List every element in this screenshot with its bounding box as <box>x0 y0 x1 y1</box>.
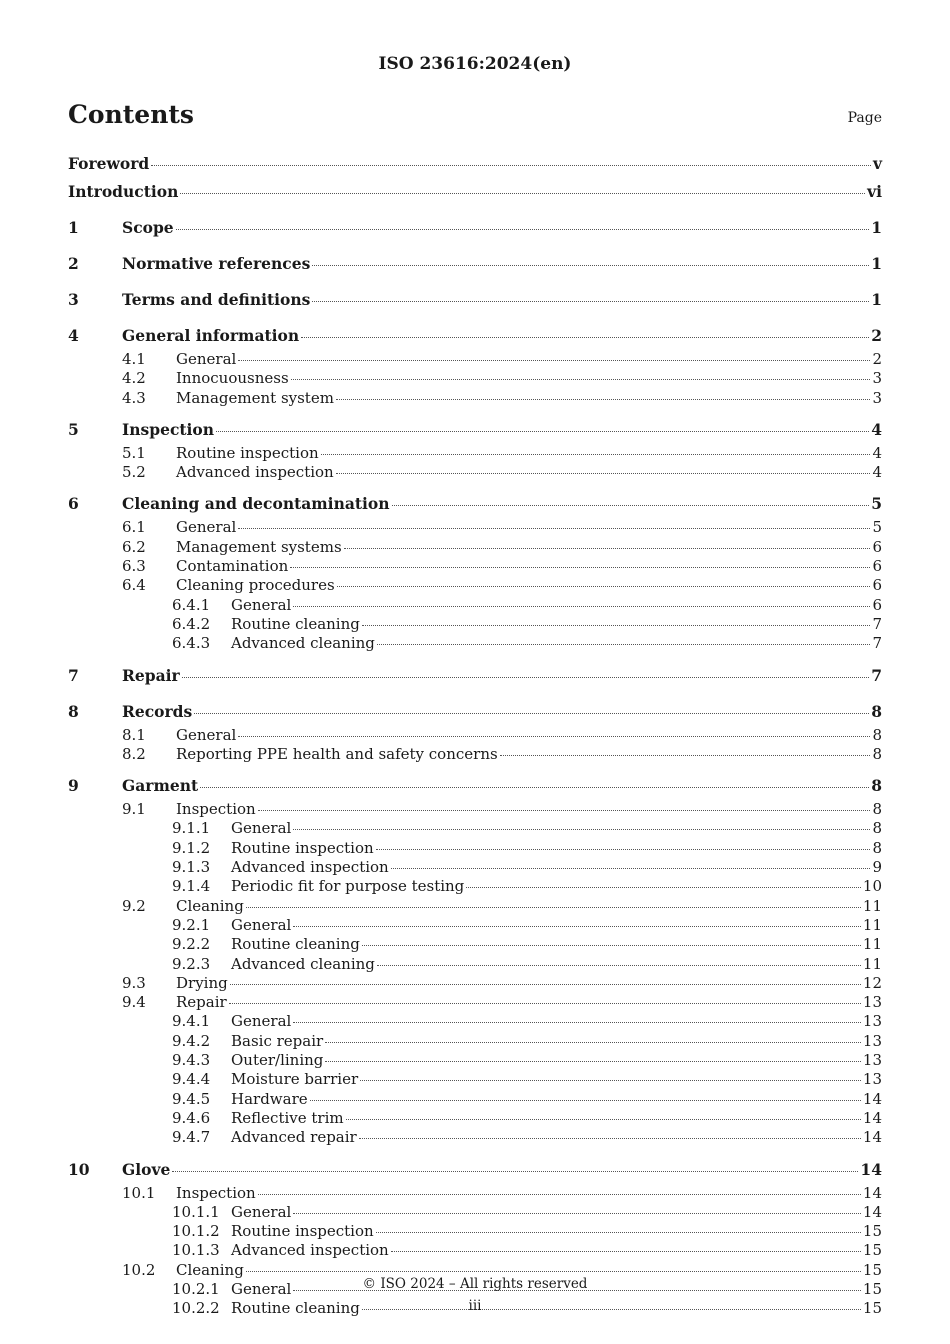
dot-leader <box>172 1170 858 1172</box>
dot-leader <box>500 754 871 756</box>
toc-entry-page: 7 <box>872 634 882 653</box>
toc-entry-page: 3 <box>872 388 882 407</box>
dot-leader <box>229 1002 861 1004</box>
dot-leader <box>310 1099 861 1101</box>
toc-entry-page: 5 <box>872 518 882 537</box>
toc-entry-number: 8 <box>68 701 79 721</box>
toc-entry-number: 8.2 <box>122 744 146 763</box>
toc-entry-title: General <box>231 1012 292 1031</box>
dot-leader <box>466 886 861 888</box>
toc-entry-number: 4 <box>68 326 79 345</box>
dot-leader <box>336 472 871 474</box>
toc-entry-title: Outer/lining <box>231 1051 324 1070</box>
toc-entry-number: 9.4.5 <box>172 1089 211 1108</box>
toc-entry-number: 4.3 <box>122 388 146 407</box>
toc-entry-page: 4 <box>872 463 882 482</box>
dot-leader <box>346 1118 861 1120</box>
toc-entry[interactable] <box>68 490 882 518</box>
page-number: iii <box>468 1298 482 1314</box>
toc-entry-title: Moisture barrier <box>231 1070 359 1089</box>
toc-entry-title: Routine cleaning <box>231 614 360 633</box>
dot-leader <box>238 735 870 737</box>
toc-entry-number: 4.2 <box>122 369 146 388</box>
toc-entry[interactable] <box>68 1051 882 1070</box>
toc-entry-page: 2 <box>871 326 882 345</box>
dot-leader <box>293 828 870 830</box>
toc-entry-title: Routine inspection <box>231 838 374 857</box>
toc-entry-title: Foreword <box>68 154 150 173</box>
toc-entry-number: 6.4.2 <box>172 614 211 633</box>
toc-entry-page: 2 <box>872 350 882 368</box>
toc-entry-number: 9.4.1 <box>172 1012 211 1031</box>
toc-entry-number: 10.1.3 <box>172 1241 220 1260</box>
toc-entry[interactable] <box>68 858 882 877</box>
toc-entry-title: Inspection <box>122 419 215 439</box>
toc-entry[interactable] <box>68 1128 882 1147</box>
toc-entry-title: General <box>231 1202 292 1221</box>
toc-entry[interactable] <box>68 389 882 408</box>
dot-leader <box>230 983 861 985</box>
toc-entry-title: General <box>231 915 292 934</box>
toc-entry[interactable] <box>68 819 882 838</box>
toc-entry-page: 14 <box>862 1183 882 1202</box>
dot-leader <box>246 906 861 908</box>
toc-entry[interactable] <box>68 463 882 482</box>
toc-entry-number: 10.2 <box>122 1260 156 1279</box>
toc-entry-page: 8 <box>872 800 882 819</box>
dot-leader <box>391 867 871 869</box>
dot-leader <box>391 1250 861 1252</box>
toc-entry-page: 10 <box>862 877 882 896</box>
dot-leader <box>362 624 871 626</box>
toc-entry-page: 6 <box>872 595 882 614</box>
toc-entry[interactable] <box>68 1241 882 1260</box>
toc-entry-number: 6.4 <box>122 576 146 595</box>
toc-entry-title: General information <box>122 326 300 345</box>
toc-entry-number: 9 <box>68 776 79 796</box>
dot-leader <box>291 378 871 380</box>
toc-entry-title: Reflective trim <box>231 1108 344 1127</box>
dot-leader <box>325 1060 861 1062</box>
toc-entry-page: 11 <box>862 915 882 934</box>
toc-entry-number: 9.4.2 <box>172 1031 211 1050</box>
toc-entry-number: 10.2.1 <box>172 1279 220 1298</box>
toc-entry-number: 10.1 <box>122 1183 156 1202</box>
toc-entry-title: Hardware <box>231 1089 308 1108</box>
toc-entry-title: Normative references <box>122 254 311 273</box>
toc-entry[interactable] <box>68 897 882 916</box>
toc-entry-title: Advanced cleaning <box>231 634 375 653</box>
toc-entry-title: Glove <box>122 1159 171 1179</box>
dot-leader <box>293 605 870 607</box>
toc-entry-page: 8 <box>871 776 882 796</box>
table-of-contents <box>68 150 882 1319</box>
dot-leader <box>290 566 870 568</box>
dot-leader <box>293 925 861 927</box>
toc-entry-number: 9.2.1 <box>172 915 211 934</box>
toc-entry-title: Cleaning <box>176 1260 244 1279</box>
toc-entry[interactable] <box>68 214 882 242</box>
dot-leader <box>312 264 869 266</box>
toc-entry-title: Reporting PPE health and safety concerns <box>176 744 498 763</box>
dot-leader <box>151 164 871 166</box>
toc-entry-title: Advanced cleaning <box>231 954 375 973</box>
dot-leader <box>258 809 871 811</box>
dot-leader <box>180 192 865 194</box>
toc-entry-title: Management systems <box>176 537 342 556</box>
toc-entry-title: Routine cleaning <box>231 1299 360 1318</box>
toc-entry-number: 8.1 <box>122 725 146 744</box>
toc-entry-number: 6.3 <box>122 557 146 576</box>
toc-entry[interactable] <box>68 178 882 206</box>
toc-entry-title: Repair <box>176 993 227 1012</box>
toc-entry[interactable] <box>68 839 882 858</box>
toc-entry-title: Periodic fit for purpose testing <box>231 877 465 896</box>
toc-entry-page: 8 <box>872 838 882 857</box>
toc-entry-title: Cleaning and decontamination <box>122 494 390 514</box>
toc-entry-number: 9.1 <box>122 800 146 819</box>
toc-entry[interactable] <box>68 974 882 993</box>
toc-entry-title: Drying <box>176 973 228 992</box>
toc-entry-page: 6 <box>872 576 882 595</box>
toc-entry-title: Terms and definitions <box>122 290 311 309</box>
toc-entry-page: 15 <box>862 1279 882 1298</box>
toc-entry-page: 4 <box>872 443 882 462</box>
toc-entry-number: 3 <box>68 290 79 309</box>
toc-entry-title: Inspection <box>176 800 256 819</box>
toc-entry-page: 12 <box>862 973 882 992</box>
toc-entry[interactable] <box>68 322 882 350</box>
toc-entry[interactable] <box>68 250 882 278</box>
toc-entry[interactable] <box>68 955 882 974</box>
toc-entry-number: 1 <box>68 218 79 237</box>
toc-entry[interactable] <box>68 150 882 178</box>
toc-entry-page: 3 <box>872 369 882 388</box>
toc-entry-title: General <box>231 595 292 614</box>
dot-leader <box>362 944 861 946</box>
toc-entry-title: Management system <box>176 388 334 407</box>
toc-entry[interactable] <box>68 1184 882 1203</box>
toc-entry-number: 10.1.1 <box>172 1202 220 1221</box>
toc-entry-number: 9.4.7 <box>172 1128 211 1147</box>
toc-entry-title: Innocuousness <box>176 369 289 388</box>
toc-entry[interactable] <box>68 1156 882 1184</box>
toc-entry[interactable] <box>68 1222 882 1241</box>
toc-entry-number: 6.4.3 <box>172 634 211 653</box>
toc-entry-number: 6.1 <box>122 518 146 537</box>
toc-entry-title: General <box>231 1279 292 1298</box>
toc-entry-number: 2 <box>68 254 79 273</box>
toc-entry-number: 5 <box>68 419 79 439</box>
toc-entry[interactable] <box>68 557 882 576</box>
dot-leader <box>337 585 871 587</box>
toc-entry-page: 1 <box>871 218 882 237</box>
toc-entry-number: 7 <box>68 665 79 685</box>
toc-entry-page: v <box>872 154 882 173</box>
toc-entry[interactable] <box>68 1070 882 1089</box>
toc-entry-title: Cleaning procedures <box>176 576 335 595</box>
dot-leader <box>325 1041 861 1043</box>
toc-entry[interactable] <box>68 576 882 595</box>
dot-leader <box>258 1193 861 1195</box>
toc-entry[interactable] <box>68 538 882 557</box>
toc-entry-number: 9.1.1 <box>172 819 211 838</box>
toc-entry-number: 10.1.2 <box>172 1222 220 1241</box>
dot-leader <box>246 1270 861 1272</box>
toc-entry-title: Advanced inspection <box>231 1241 389 1260</box>
toc-entry[interactable] <box>68 916 882 935</box>
toc-entry-page: 14 <box>862 1089 882 1108</box>
toc-entry-title: Repair <box>122 665 180 685</box>
toc-entry[interactable] <box>68 935 882 954</box>
copyright-footer: © ISO 2024 – All rights reserved <box>362 1276 588 1292</box>
toc-entry-number: 9.4.4 <box>172 1070 211 1089</box>
toc-entry-page: 14 <box>862 1202 882 1221</box>
toc-entry[interactable] <box>68 993 882 1012</box>
toc-entry-number: 6 <box>68 494 79 514</box>
toc-entry-title: Scope <box>122 218 174 237</box>
dot-leader <box>392 504 870 506</box>
toc-entry-page: vi <box>867 182 882 201</box>
toc-entry[interactable] <box>68 800 882 819</box>
toc-entry-page: 13 <box>862 993 882 1012</box>
toc-entry-page: 8 <box>871 701 882 721</box>
toc-entry-title: Advanced inspection <box>231 858 389 877</box>
dot-leader <box>377 964 861 966</box>
toc-entry[interactable] <box>68 1032 882 1051</box>
dot-leader <box>238 359 870 361</box>
toc-entry-number: 4.1 <box>122 350 146 368</box>
toc-entry-number: 9.4.6 <box>172 1108 211 1127</box>
toc-entry-page: 8 <box>872 744 882 763</box>
toc-entry-title: Contamination <box>176 557 289 576</box>
toc-entry[interactable] <box>68 745 882 764</box>
toc-entry[interactable] <box>68 444 882 463</box>
toc-entry-number: 9.2.3 <box>172 954 211 973</box>
toc-entry-title: Introduction <box>68 182 179 201</box>
toc-entry[interactable] <box>68 1203 882 1222</box>
toc-entry[interactable] <box>68 369 882 388</box>
toc-entry[interactable] <box>68 1012 882 1031</box>
toc-entry-page: 4 <box>871 419 882 439</box>
toc-entry-page: 11 <box>862 896 882 915</box>
toc-entry-number: 6.4.1 <box>172 595 211 614</box>
toc-entry-number: 9.2 <box>122 896 146 915</box>
toc-entry[interactable] <box>68 518 882 537</box>
toc-entry-title: General <box>231 819 292 838</box>
dot-leader <box>293 1021 861 1023</box>
toc-entry[interactable] <box>68 286 882 314</box>
dot-leader <box>344 547 871 549</box>
dot-leader <box>336 398 871 400</box>
toc-entry-title: Routine inspection <box>176 443 319 462</box>
toc-entry-page: 6 <box>872 537 882 556</box>
toc-entry-title: Advanced inspection <box>176 463 334 482</box>
dot-leader <box>200 786 869 788</box>
toc-entry-title: General <box>176 350 237 368</box>
toc-entry[interactable] <box>68 1090 882 1109</box>
dot-leader <box>312 300 869 302</box>
toc-entry-number: 9.3 <box>122 973 146 992</box>
toc-entry-page: 11 <box>862 954 882 973</box>
toc-entry[interactable] <box>68 634 882 653</box>
toc-entry[interactable] <box>68 877 882 896</box>
toc-entry-page: 1 <box>871 254 882 273</box>
toc-entry-page: 6 <box>872 557 882 576</box>
dot-leader <box>182 676 870 678</box>
toc-entry[interactable] <box>68 1109 882 1128</box>
toc-entry-number: 5.2 <box>122 463 146 482</box>
toc-entry-number: 6.2 <box>122 537 146 556</box>
toc-entry-number: 9.4.3 <box>172 1051 211 1070</box>
toc-entry-number: 9.1.2 <box>172 838 211 857</box>
toc-entry-page: 11 <box>862 935 882 954</box>
toc-entry-page: 13 <box>862 1031 882 1050</box>
toc-entry-page: 14 <box>862 1108 882 1127</box>
toc-entry[interactable] <box>68 350 882 369</box>
toc-entry-title: Garment <box>122 776 199 796</box>
toc-entry-title: General <box>176 518 237 537</box>
dot-leader <box>216 430 869 432</box>
toc-entry[interactable] <box>68 615 882 634</box>
toc-entry-page: 9 <box>872 858 882 877</box>
toc-entry-title: Basic repair <box>231 1031 324 1050</box>
toc-entry-title: General <box>176 725 237 744</box>
dot-leader <box>376 1231 861 1233</box>
toc-entry-title: Advanced repair <box>231 1128 357 1147</box>
toc-entry-page: 7 <box>871 665 882 685</box>
toc-entry-title: Routine inspection <box>231 1222 374 1241</box>
dot-leader <box>194 712 869 714</box>
toc-entry-page: 14 <box>860 1159 882 1179</box>
toc-entry-number: 5.1 <box>122 443 146 462</box>
toc-entry-number: 9.2.2 <box>172 935 211 954</box>
toc-entry[interactable] <box>68 596 882 615</box>
toc-entry-title: Cleaning <box>176 896 244 915</box>
toc-entry-title: Records <box>122 701 193 721</box>
dot-leader <box>176 228 870 230</box>
toc-entry-title: Routine cleaning <box>231 935 360 954</box>
toc-entry[interactable] <box>68 416 882 444</box>
toc-entry-page: 13 <box>862 1012 882 1031</box>
toc-entry[interactable] <box>68 662 882 690</box>
dot-leader <box>359 1137 861 1139</box>
toc-entry-page: 13 <box>862 1070 882 1089</box>
dot-leader <box>376 848 871 850</box>
toc-entry-page: 8 <box>872 725 882 744</box>
toc-entry-page: 1 <box>871 290 882 309</box>
toc-entry-number: 9.1.4 <box>172 877 211 896</box>
dot-leader <box>377 643 871 645</box>
toc-entry-page: 15 <box>862 1299 882 1318</box>
document-id-header: ISO 23616:2024(en) <box>378 54 572 74</box>
toc-entry-page: 14 <box>862 1128 882 1147</box>
toc-entry[interactable] <box>68 698 882 726</box>
dot-leader <box>293 1212 861 1214</box>
page-column-label: Page <box>847 110 882 126</box>
toc-entry-number: 9.1.3 <box>172 858 211 877</box>
dot-leader <box>238 527 870 529</box>
toc-entry-page: 15 <box>862 1260 882 1279</box>
toc-entry-number: 9.4 <box>122 993 146 1012</box>
dot-leader <box>321 453 871 455</box>
toc-entry-page: 8 <box>872 819 882 838</box>
toc-entry[interactable] <box>68 726 882 745</box>
contents-heading: Contents <box>68 100 195 129</box>
toc-entry-page: 13 <box>862 1051 882 1070</box>
dot-leader <box>360 1079 861 1081</box>
toc-entry-page: 15 <box>862 1241 882 1260</box>
toc-entry-number: 10 <box>68 1159 90 1179</box>
toc-entry-page: 15 <box>862 1222 882 1241</box>
toc-entry-page: 7 <box>872 614 882 633</box>
toc-entry[interactable] <box>68 772 882 800</box>
dot-leader <box>301 336 869 338</box>
toc-entry-number: 10.2.2 <box>172 1299 220 1318</box>
toc-entry-title: Inspection <box>176 1183 256 1202</box>
toc-entry-page: 5 <box>871 494 882 514</box>
